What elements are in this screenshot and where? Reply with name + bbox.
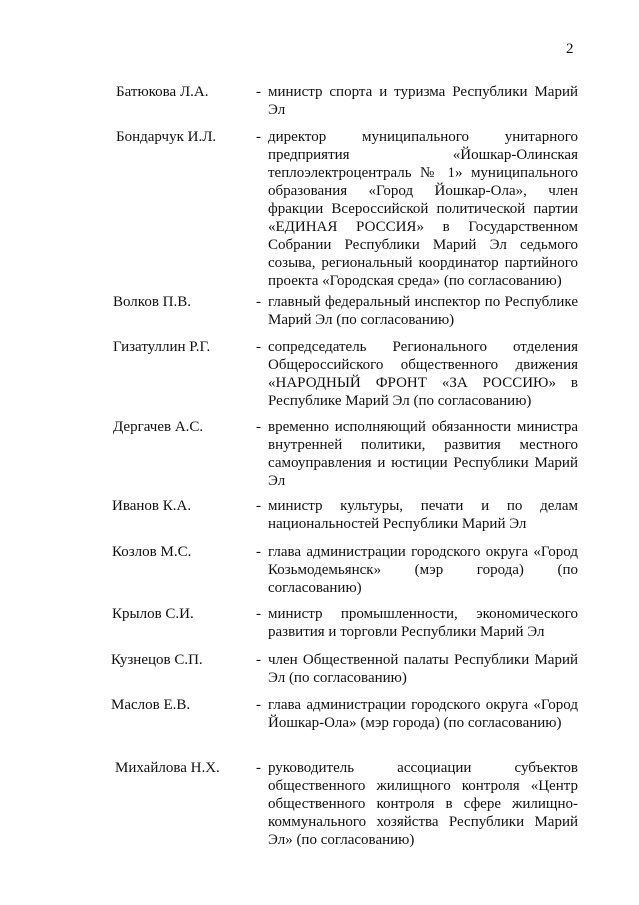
member-name: Волков П.В.: [113, 294, 191, 310]
member-name: Маслов Е.В.: [111, 697, 191, 713]
member-dash: -: [256, 544, 261, 560]
member-description: сопредседатель Регионального отделения Общероссийского общественного движения «НАРОДНЫЙ ФРОНТ «ЗА РОССИЮ» в Республике Марий Эл (по согласованию): [268, 339, 578, 409]
member-description: директор муниципального унитарного предприятия «Йошкар-Олинская теплоэлектроцентраль № 1» муниципального образования «Город Йошкар-Ола», член фракции Всероссийской политической партии «ЕДИНАЯ РОССИЯ» в Государственном Собрании Республики Марий Эл седьмого созыва, региональный координатор партийного проекта «Городская среда» (по согласованию): [268, 129, 578, 289]
member-description: член Общественной палаты Республики Марий Эл (по согласованию): [268, 652, 578, 686]
member-description: глава администрации городского округа «Город Козьмодемьянск» (мэр города) (по согласованию): [268, 544, 578, 596]
member-dash: -: [256, 697, 261, 713]
member-name: Бондарчук И.Л.: [116, 129, 217, 145]
member-name: Гизатуллин Р.Г.: [113, 339, 211, 355]
member-name: Михайлова Н.Х.: [115, 760, 220, 776]
member-description: министр спорта и туризма Республики Марий Эл: [268, 84, 578, 118]
member-dash: -: [256, 339, 261, 355]
member-dash: -: [256, 606, 261, 622]
member-name: Дергачев А.С.: [113, 419, 204, 435]
member-name: Кузнецов С.П.: [111, 652, 203, 668]
member-name: Крылов С.И.: [112, 606, 194, 622]
member-name: Козлов М.С.: [112, 544, 192, 560]
member-description: министр промышленности, экономического развития и торговли Республики Марий Эл: [268, 606, 578, 640]
member-description: глава администрации городского округа «Город Йошкар-Ола» (мэр города) (по согласованию): [268, 697, 578, 731]
member-dash: -: [256, 760, 261, 776]
page-number: 2: [566, 41, 574, 57]
member-name: Иванов К.А.: [112, 498, 192, 514]
member-name: Батюкова Л.А.: [116, 84, 209, 100]
member-description: временно исполняющий обязанности министра внутренней политики, развития местного самоуправления и юстиции Республики Марий Эл: [268, 419, 578, 489]
member-dash: -: [256, 84, 261, 100]
member-dash: -: [256, 129, 261, 145]
member-dash: -: [256, 294, 261, 310]
member-description: министр культуры, печати и по делам национальностей Республики Марий Эл: [268, 498, 578, 532]
member-dash: -: [256, 498, 261, 514]
member-dash: -: [256, 652, 261, 668]
member-description: главный федеральный инспектор по Республике Марий Эл (по согласованию): [268, 294, 578, 328]
member-dash: -: [256, 419, 261, 435]
member-description: руководитель ассоциации субъектов общественного жилищного контроля «Центр общественного контроля в сфере жилищно-коммунального хозяйства Республики Марий Эл» (по согласованию): [268, 760, 578, 848]
